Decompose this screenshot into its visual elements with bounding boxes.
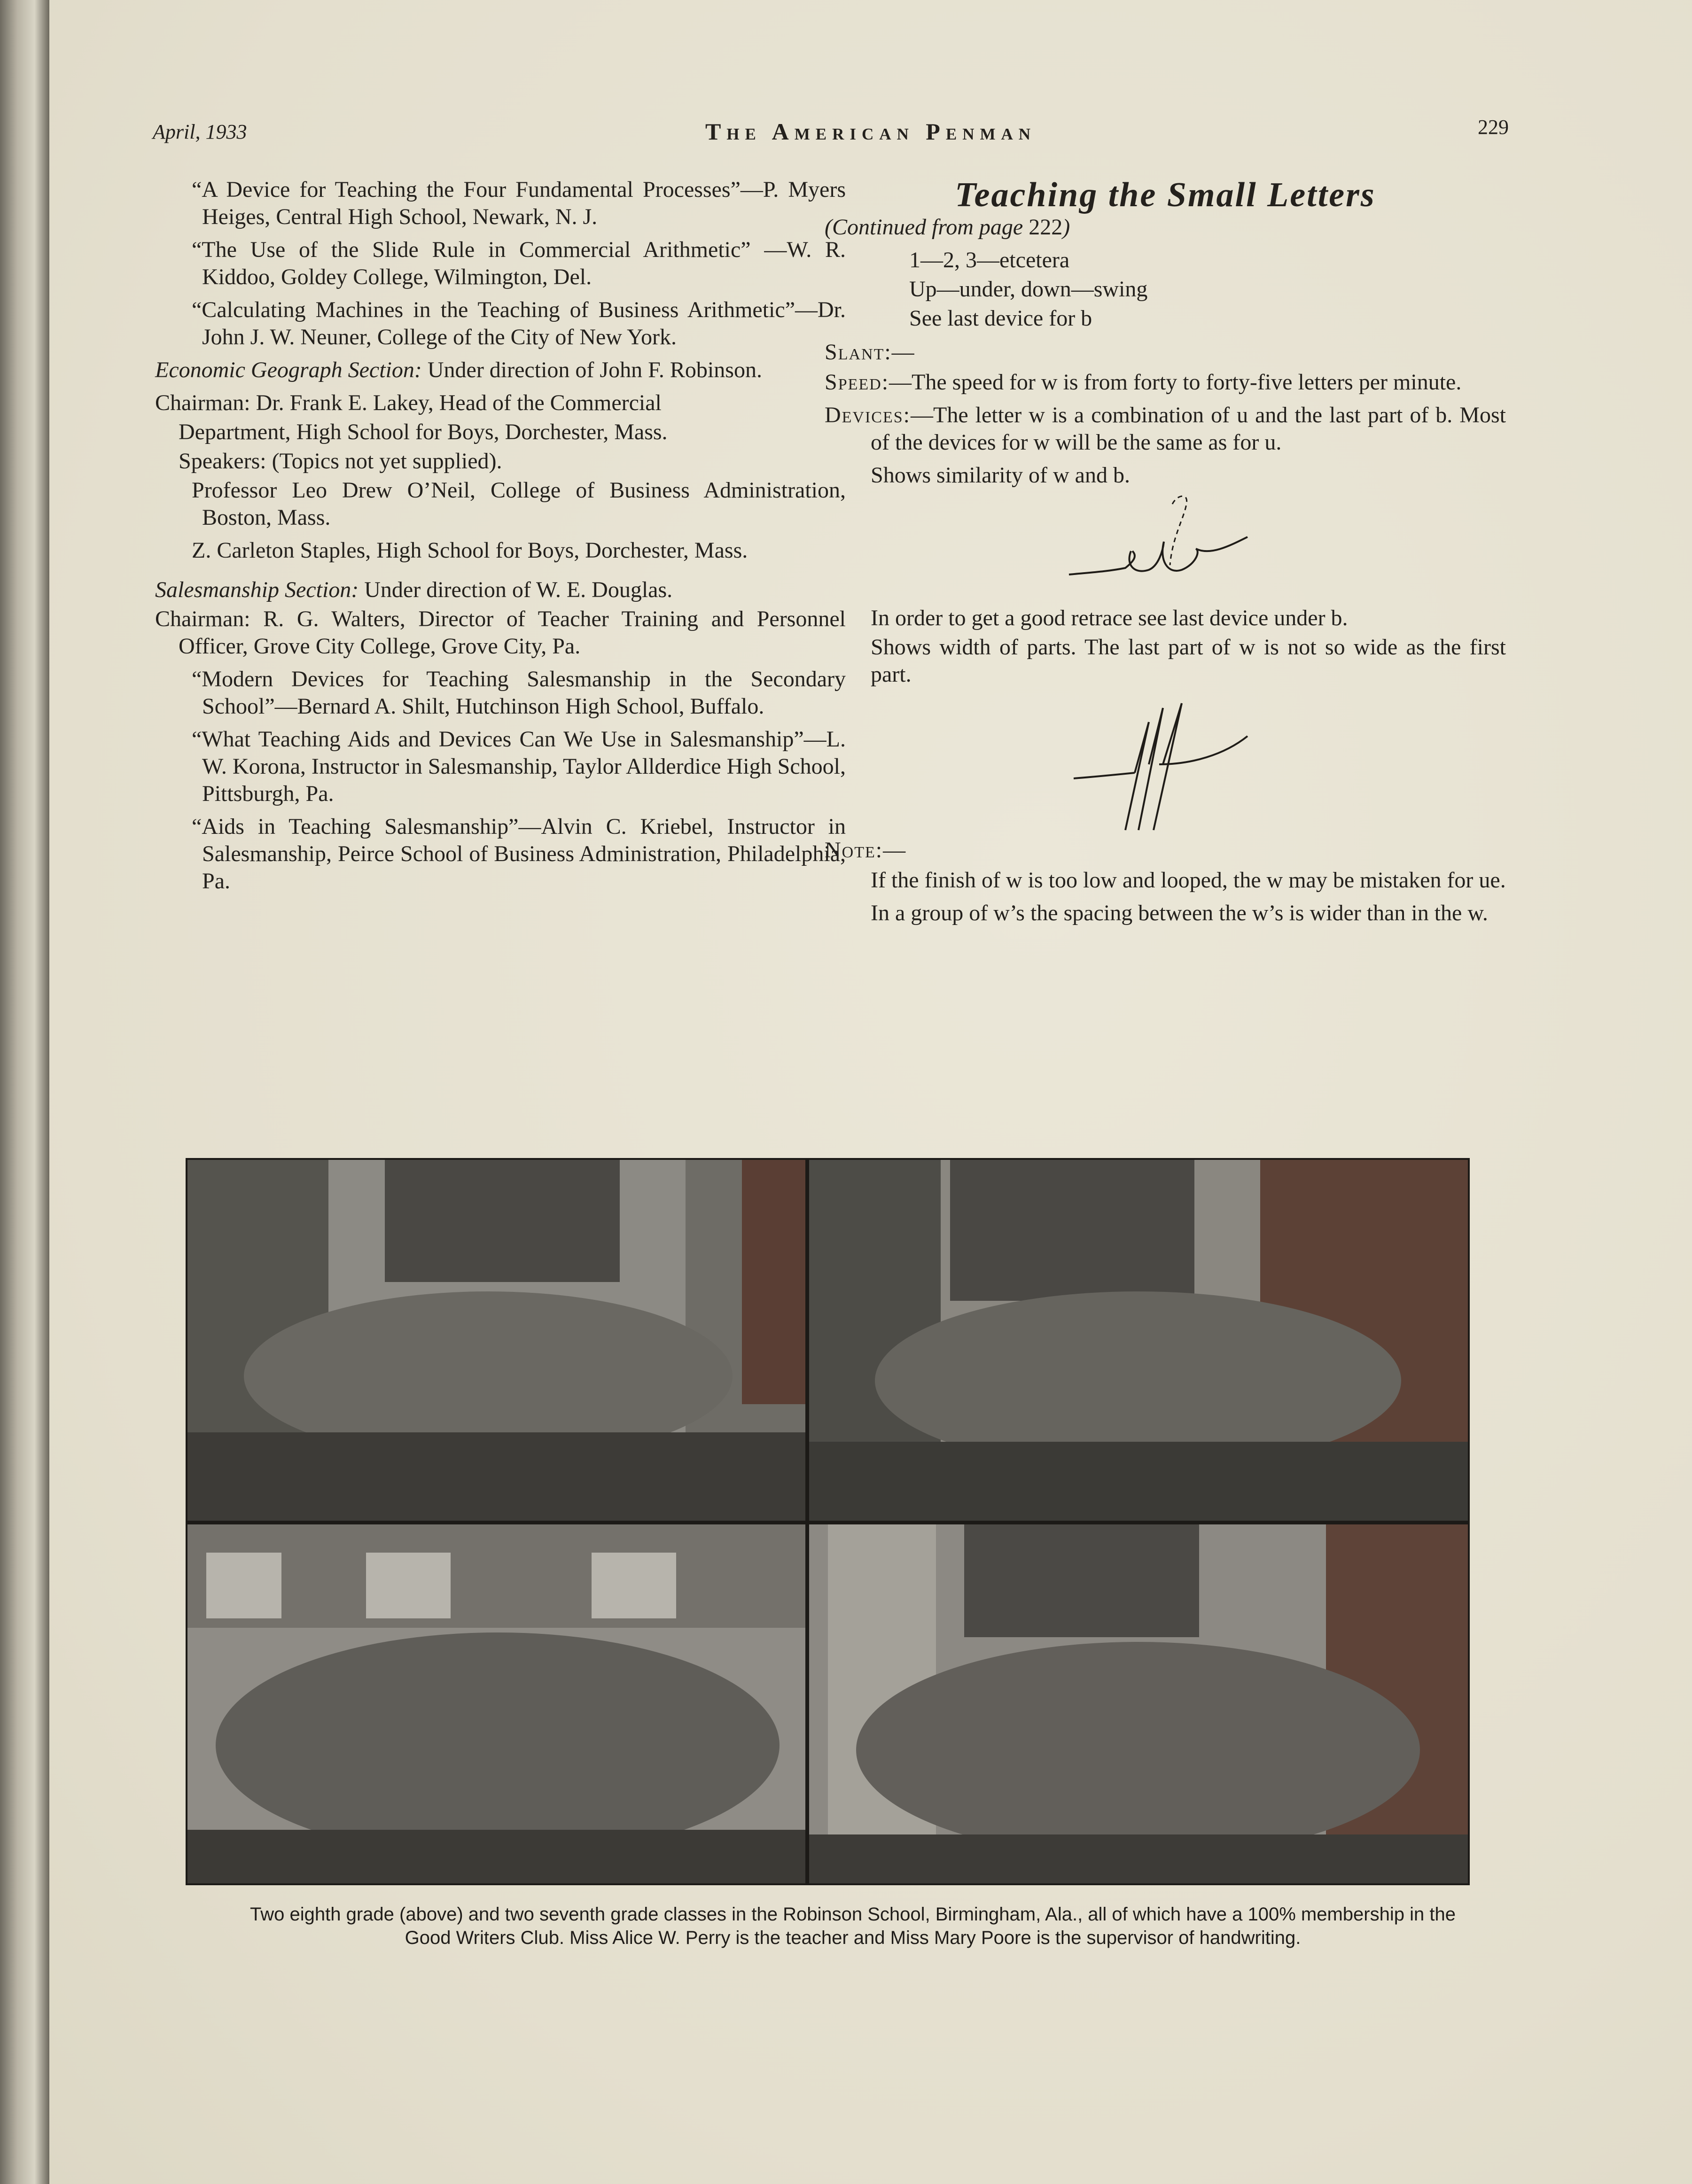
- retrace-note: In order to get a good retrace see last device under b.: [871, 606, 1348, 630]
- class-photo-grid: [186, 1158, 1470, 1885]
- note-1: If the finish of w is too low and looped, the w may be mistaken for ue.: [871, 868, 1506, 893]
- continued-text: (Continued from page: [825, 215, 1029, 240]
- left-column: [155, 176, 846, 901]
- section-heading-salesmanship: [155, 576, 846, 604]
- speed-paragraph: [825, 369, 1506, 396]
- devices-label: Devices:: [825, 403, 911, 427]
- count-line: 1—2, 3—etcetera: [909, 248, 1070, 272]
- article-title: Teaching the Small Letters: [955, 176, 1376, 214]
- paper-listing: “Modern Devices for Teaching Salesmanship in the Secondary School”—Bernard A. Shilt, Hutchinson High School, Buffalo.: [192, 667, 846, 719]
- magazine-title: The American Penman: [705, 118, 1037, 145]
- paper-listing: “The Use of the Slide Rule in Commercial Arithmetic” —W. R. Kiddoo, Goldey College, Wilmington, Del.: [192, 237, 846, 289]
- photo-seventh-grade-class-2: [809, 1524, 1468, 1883]
- running-header: [49, 115, 1692, 157]
- continued-close: ): [1062, 215, 1070, 240]
- paper-listing: “A Device for Teaching the Four Fundamental Processes”—P. Myers Heiges, Central High School, Newark, N. J.: [192, 177, 846, 229]
- handwriting-w-width-diagram: [825, 694, 1506, 835]
- devices-paragraph: [825, 402, 1506, 456]
- width-note: Shows width of parts. The last part of w is not so wide as the first part.: [871, 635, 1506, 687]
- count-instructions: [909, 247, 1506, 332]
- up-line: Up—under, down—swing: [909, 277, 1148, 302]
- speaker-listing: Z. Carleton Staples, High School for Boys, Dorchester, Mass.: [192, 538, 748, 563]
- photo-eighth-grade-class-2: [809, 1160, 1468, 1521]
- speaker-listing: Professor Leo Drew O’Neil, College of Business Administration, Boston, Mass.: [192, 478, 846, 530]
- photo-caption: Two eighth grade (above) and two seventh grade classes in the Robinson School, Birmingham, Ala., all of which have a 100% membership in the Good Writers Club. Miss Alice W. Perry is the teacher and Miss Mary Poore is the supervisor of handwriting.: [250, 1904, 1456, 1948]
- chairman-line: Chairman: Dr. Frank E. Lakey, Head of the Commercial: [155, 390, 662, 415]
- handwriting-w-retrace-diagram: [825, 485, 1506, 598]
- section-title: Salesmanship Section:: [155, 577, 359, 602]
- section-heading-economic-geography: [155, 357, 846, 384]
- note-2: In a group of w’s the spacing between the w’s is wider than in the w.: [871, 901, 1488, 925]
- paper-listing: “Calculating Machines in the Teaching of Business Arithmetic”—Dr. John J. W. Neuner, College of the City of New York.: [192, 297, 846, 350]
- note-label: Note:—: [825, 838, 907, 863]
- right-column: [825, 176, 1506, 933]
- chairman-line-cont: Department, High School for Boys, Dorchester, Mass.: [179, 420, 668, 444]
- chairman-line: Chairman: R. G. Walters, Director of Teacher Training and Personnel Officer, Grove City College, Grove City, Pa.: [155, 606, 846, 659]
- paper-listing: “What Teaching Aids and Devices Can We Use in Salesmanship”—L. W. Korona, Instructor in Salesmanship, Taylor Allderdice High School, Pittsburgh, Pa.: [192, 727, 846, 806]
- photo-eighth-grade-class-1: [187, 1160, 805, 1521]
- speakers-line: Speakers: (Topics not yet supplied).: [179, 449, 502, 474]
- speed-text: —The speed for w is from forty to forty-five letters per minute.: [889, 370, 1462, 395]
- magazine-page: [49, 0, 1692, 2184]
- continued-page: 222: [1029, 215, 1063, 240]
- devices-text: —The letter w is a combination of u and the last part of b. Most of the devices for w will be the same as for u.: [871, 403, 1506, 455]
- section-direction: Under direction of John F. Robinson.: [421, 358, 762, 382]
- speed-label: Speed:: [825, 370, 889, 395]
- slant-label: Slant:—: [825, 340, 915, 365]
- paper-listing: “Aids in Teaching Salesmanship”—Alvin C. Kriebel, Instructor in Salesmanship, Peirce School of Business Administration, Philadelphia, Pa.: [192, 814, 846, 894]
- continued-note: [825, 214, 1506, 241]
- page-number: 229: [1478, 116, 1509, 139]
- section-direction: Under direction of W. E. Douglas.: [359, 577, 673, 602]
- photo-seventh-grade-class-1: [187, 1524, 805, 1883]
- issue-date: April, 1933: [153, 120, 247, 143]
- similarity-note: Shows similarity of w and b.: [871, 463, 1130, 488]
- see-line: See last device for b: [909, 306, 1092, 331]
- section-title: Economic Geograph Section:: [155, 358, 422, 382]
- adjacent-page-edge: [0, 0, 49, 2184]
